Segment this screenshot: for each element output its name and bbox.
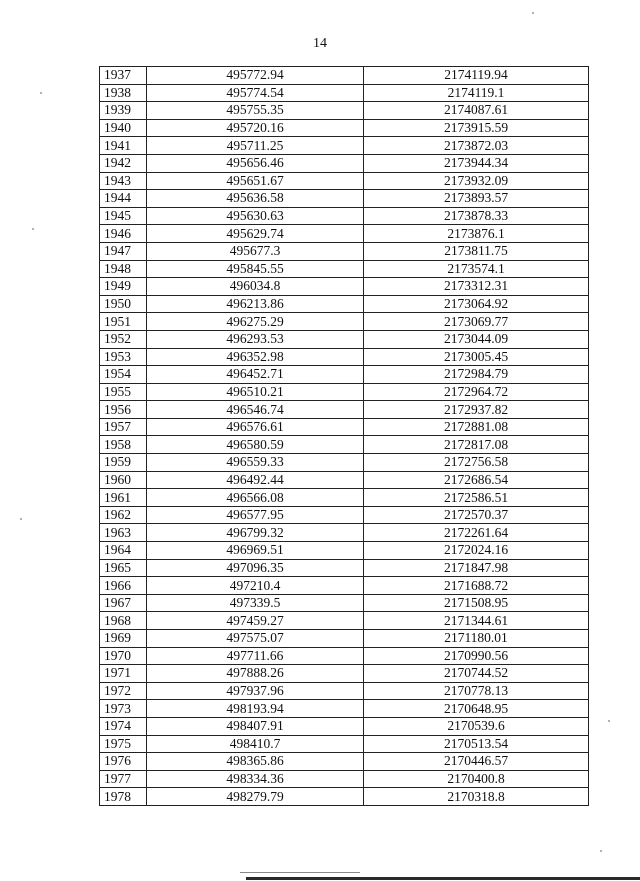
- point-number-cell: 1951: [100, 313, 147, 331]
- y-coordinate-cell: 2171688.72: [364, 577, 589, 595]
- table-row: [100, 577, 589, 595]
- scan-speck: [600, 850, 602, 852]
- y-coordinate-cell: 2173893.57: [364, 190, 589, 208]
- y-coordinate-cell: 2171847.98: [364, 559, 589, 577]
- point-number-cell: 1970: [100, 647, 147, 665]
- scan-speck: [20, 518, 22, 520]
- y-coordinate-cell: 2172817.08: [364, 436, 589, 454]
- table-row: [100, 436, 589, 454]
- point-number-cell: 1945: [100, 207, 147, 225]
- x-coordinate-cell: 497711.66: [147, 647, 364, 665]
- point-number-cell: 1948: [100, 260, 147, 278]
- x-coordinate-cell: 495755.35: [147, 102, 364, 120]
- x-coordinate-cell: 496492.44: [147, 471, 364, 489]
- point-number-cell: 1947: [100, 242, 147, 260]
- table-row: [100, 67, 589, 85]
- y-coordinate-cell: 2174119.94: [364, 67, 589, 85]
- x-coordinate-cell: 497096.35: [147, 559, 364, 577]
- point-number-cell: 1964: [100, 542, 147, 560]
- point-number-cell: 1952: [100, 330, 147, 348]
- x-coordinate-cell: 496566.08: [147, 489, 364, 507]
- point-number-cell: 1938: [100, 84, 147, 102]
- table-row: [100, 225, 589, 243]
- point-number-cell: 1963: [100, 524, 147, 542]
- point-number-cell: 1955: [100, 383, 147, 401]
- scan-speck: [608, 720, 610, 722]
- scan-speck: [32, 228, 34, 230]
- point-number-cell: 1946: [100, 225, 147, 243]
- y-coordinate-cell: 2171344.61: [364, 612, 589, 630]
- y-coordinate-cell: 2173064.92: [364, 295, 589, 313]
- x-coordinate-cell: 498334.36: [147, 770, 364, 788]
- table-row: [100, 682, 589, 700]
- table-row: [100, 665, 589, 683]
- x-coordinate-cell: 495677.3: [147, 242, 364, 260]
- y-coordinate-cell: 2170400.8: [364, 770, 589, 788]
- point-number-cell: 1953: [100, 348, 147, 366]
- x-coordinate-cell: 496576.61: [147, 418, 364, 436]
- table-row: [100, 612, 589, 630]
- x-coordinate-cell: 497339.5: [147, 594, 364, 612]
- point-number-cell: 1950: [100, 295, 147, 313]
- point-number-cell: 1973: [100, 700, 147, 718]
- y-coordinate-cell: 2170648.95: [364, 700, 589, 718]
- x-coordinate-cell: 498410.7: [147, 735, 364, 753]
- x-coordinate-cell: 495636.58: [147, 190, 364, 208]
- point-number-cell: 1975: [100, 735, 147, 753]
- y-coordinate-cell: 2173872.03: [364, 137, 589, 155]
- table-row: [100, 700, 589, 718]
- x-coordinate-cell: 496577.95: [147, 506, 364, 524]
- y-coordinate-cell: 2170539.6: [364, 717, 589, 735]
- x-coordinate-cell: 495630.63: [147, 207, 364, 225]
- y-coordinate-cell: 2173574.1: [364, 260, 589, 278]
- point-number-cell: 1944: [100, 190, 147, 208]
- x-coordinate-cell: 495656.46: [147, 154, 364, 172]
- x-coordinate-cell: 498193.94: [147, 700, 364, 718]
- point-number-cell: 1962: [100, 506, 147, 524]
- x-coordinate-cell: 496559.33: [147, 454, 364, 472]
- y-coordinate-cell: 2170318.8: [364, 788, 589, 806]
- y-coordinate-cell: 2172984.79: [364, 366, 589, 384]
- y-coordinate-cell: 2173944.34: [364, 154, 589, 172]
- table-row: [100, 471, 589, 489]
- x-coordinate-cell: 495711.25: [147, 137, 364, 155]
- x-coordinate-cell: 495772.94: [147, 67, 364, 85]
- x-coordinate-cell: 495720.16: [147, 119, 364, 137]
- table-row: [100, 401, 589, 419]
- x-coordinate-cell: 496799.32: [147, 524, 364, 542]
- y-coordinate-cell: 2173312.31: [364, 278, 589, 296]
- y-coordinate-cell: 2173878.33: [364, 207, 589, 225]
- x-coordinate-cell: 496580.59: [147, 436, 364, 454]
- table-row: [100, 295, 589, 313]
- table-row: [100, 84, 589, 102]
- point-number-cell: 1954: [100, 366, 147, 384]
- y-coordinate-cell: 2170446.57: [364, 753, 589, 771]
- y-coordinate-cell: 2173915.59: [364, 119, 589, 137]
- y-coordinate-cell: 2173932.09: [364, 172, 589, 190]
- point-number-cell: 1940: [100, 119, 147, 137]
- y-coordinate-cell: 2174087.61: [364, 102, 589, 120]
- table-row: [100, 489, 589, 507]
- point-number-cell: 1978: [100, 788, 147, 806]
- scan-speck: [532, 12, 534, 14]
- point-number-cell: 1968: [100, 612, 147, 630]
- x-coordinate-cell: 496034.8: [147, 278, 364, 296]
- point-number-cell: 1976: [100, 753, 147, 771]
- table-row: [100, 594, 589, 612]
- table-row: [100, 154, 589, 172]
- table-row: [100, 418, 589, 436]
- y-coordinate-cell: 2171508.95: [364, 594, 589, 612]
- x-coordinate-cell: 496452.71: [147, 366, 364, 384]
- x-coordinate-cell: 495845.55: [147, 260, 364, 278]
- table-row: [100, 454, 589, 472]
- y-coordinate-cell: 2170778.13: [364, 682, 589, 700]
- table-row: [100, 542, 589, 560]
- point-number-cell: 1969: [100, 630, 147, 648]
- table-row: [100, 242, 589, 260]
- y-coordinate-cell: 2170744.52: [364, 665, 589, 683]
- point-number-cell: 1966: [100, 577, 147, 595]
- x-coordinate-cell: 496969.51: [147, 542, 364, 560]
- x-coordinate-cell: 497888.26: [147, 665, 364, 683]
- point-number-cell: 1974: [100, 717, 147, 735]
- x-coordinate-cell: 496213.86: [147, 295, 364, 313]
- x-coordinate-cell: 495629.74: [147, 225, 364, 243]
- y-coordinate-cell: 2172756.58: [364, 454, 589, 472]
- table-row: [100, 260, 589, 278]
- coordinates-table-body: [100, 67, 589, 806]
- table-row: [100, 278, 589, 296]
- table-row: [100, 366, 589, 384]
- y-coordinate-cell: 2172881.08: [364, 418, 589, 436]
- x-coordinate-cell: 495774.54: [147, 84, 364, 102]
- x-coordinate-cell: 498279.79: [147, 788, 364, 806]
- y-coordinate-cell: 2173876.1: [364, 225, 589, 243]
- point-number-cell: 1941: [100, 137, 147, 155]
- table-row: [100, 647, 589, 665]
- x-coordinate-cell: 498407.91: [147, 717, 364, 735]
- point-number-cell: 1939: [100, 102, 147, 120]
- point-number-cell: 1967: [100, 594, 147, 612]
- point-number-cell: 1957: [100, 418, 147, 436]
- point-number-cell: 1960: [100, 471, 147, 489]
- y-coordinate-cell: 2173069.77: [364, 313, 589, 331]
- table-row: [100, 190, 589, 208]
- x-coordinate-cell: 498365.86: [147, 753, 364, 771]
- y-coordinate-cell: 2172937.82: [364, 401, 589, 419]
- x-coordinate-cell: 496275.29: [147, 313, 364, 331]
- x-coordinate-cell: 497937.96: [147, 682, 364, 700]
- y-coordinate-cell: 2173005.45: [364, 348, 589, 366]
- table-row: [100, 788, 589, 806]
- table-row: [100, 102, 589, 120]
- table-row: [100, 348, 589, 366]
- scan-speck: [40, 92, 42, 94]
- point-number-cell: 1937: [100, 67, 147, 85]
- y-coordinate-cell: 2172586.51: [364, 489, 589, 507]
- point-number-cell: 1961: [100, 489, 147, 507]
- point-number-cell: 1977: [100, 770, 147, 788]
- y-coordinate-cell: 2170990.56: [364, 647, 589, 665]
- y-coordinate-cell: 2173811.75: [364, 242, 589, 260]
- point-number-cell: 1942: [100, 154, 147, 172]
- point-number-cell: 1965: [100, 559, 147, 577]
- table-row: [100, 330, 589, 348]
- x-coordinate-cell: 496293.53: [147, 330, 364, 348]
- point-number-cell: 1949: [100, 278, 147, 296]
- table-row: [100, 559, 589, 577]
- table-row: [100, 735, 589, 753]
- table-row: [100, 753, 589, 771]
- table-row: [100, 207, 589, 225]
- y-coordinate-cell: 2172570.37: [364, 506, 589, 524]
- x-coordinate-cell: 497575.07: [147, 630, 364, 648]
- y-coordinate-cell: 2174119.1: [364, 84, 589, 102]
- x-coordinate-cell: 496546.74: [147, 401, 364, 419]
- table-row: [100, 383, 589, 401]
- point-number-cell: 1971: [100, 665, 147, 683]
- x-coordinate-cell: 495651.67: [147, 172, 364, 190]
- table-row: [100, 717, 589, 735]
- y-coordinate-cell: 2172261.64: [364, 524, 589, 542]
- table-row: [100, 137, 589, 155]
- table-row: [100, 172, 589, 190]
- y-coordinate-cell: 2172964.72: [364, 383, 589, 401]
- table-row: [100, 313, 589, 331]
- table-row: [100, 770, 589, 788]
- point-number-cell: 1956: [100, 401, 147, 419]
- y-coordinate-cell: 2170513.54: [364, 735, 589, 753]
- table-row: [100, 119, 589, 137]
- coordinates-table: [99, 66, 589, 806]
- x-coordinate-cell: 496510.21: [147, 383, 364, 401]
- y-coordinate-cell: 2172686.54: [364, 471, 589, 489]
- x-coordinate-cell: 497210.4: [147, 577, 364, 595]
- table-row: [100, 630, 589, 648]
- x-coordinate-cell: 497459.27: [147, 612, 364, 630]
- y-coordinate-cell: 2172024.16: [364, 542, 589, 560]
- bottom-rule: [246, 877, 640, 880]
- page-number: 14: [313, 36, 327, 51]
- x-coordinate-cell: 496352.98: [147, 348, 364, 366]
- point-number-cell: 1958: [100, 436, 147, 454]
- table-row: [100, 524, 589, 542]
- point-number-cell: 1943: [100, 172, 147, 190]
- table-row: [100, 506, 589, 524]
- y-coordinate-cell: 2173044.09: [364, 330, 589, 348]
- bottom-rule-thin: [240, 872, 360, 873]
- point-number-cell: 1959: [100, 454, 147, 472]
- y-coordinate-cell: 2171180.01: [364, 630, 589, 648]
- point-number-cell: 1972: [100, 682, 147, 700]
